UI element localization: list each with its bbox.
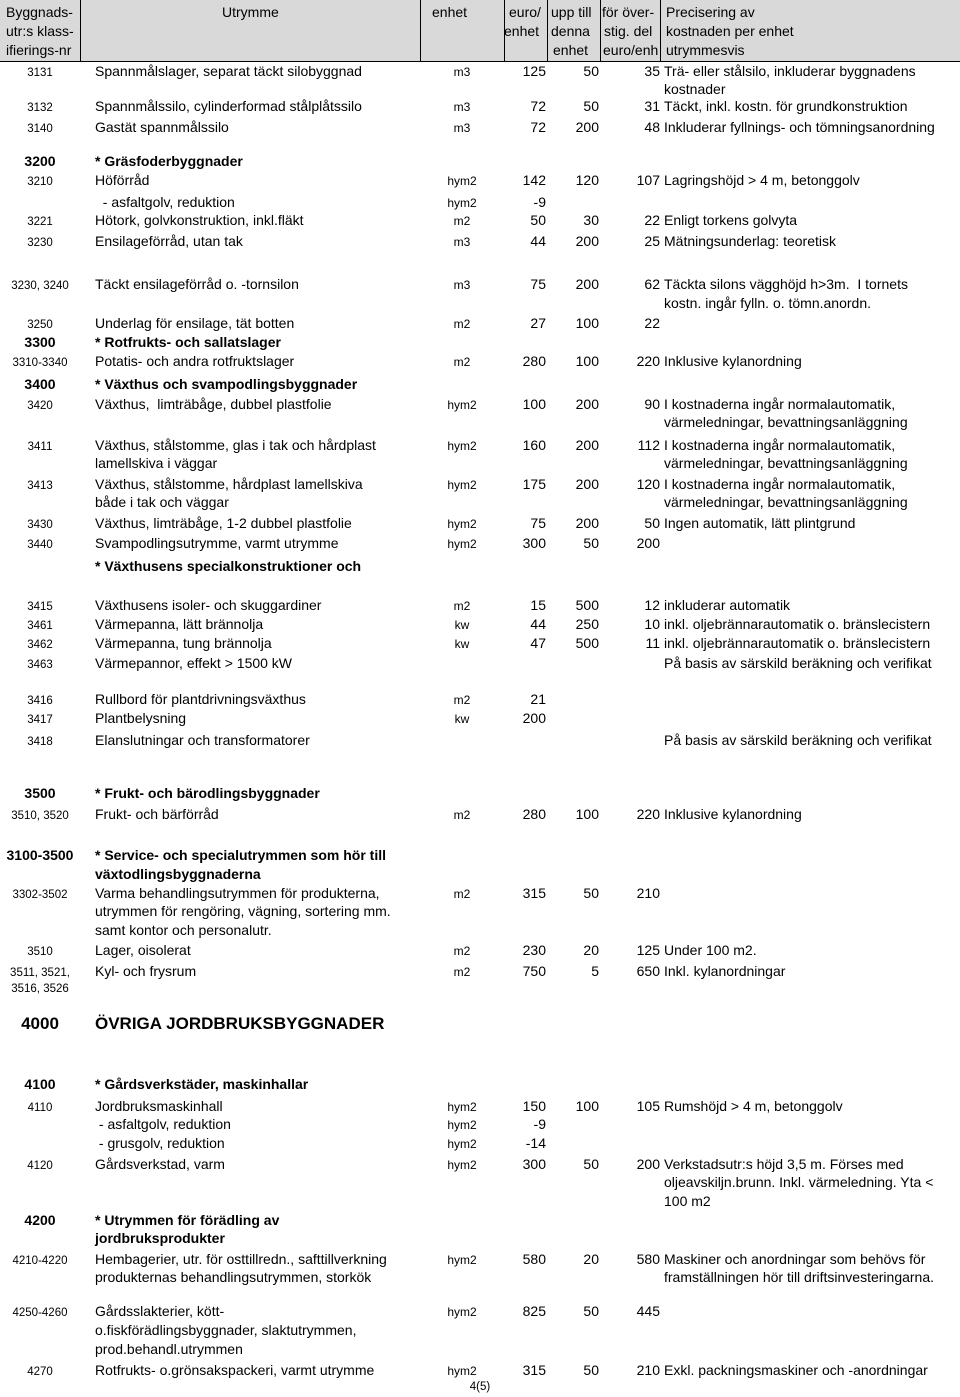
- row-space: Gastät spannmålssilo: [95, 119, 229, 135]
- row-space: samt kontor och personalutr.: [95, 922, 272, 938]
- row-space: - asfaltgolv, reduktion: [95, 1116, 231, 1132]
- row-space: Gårdsverkstad, varm: [95, 1156, 225, 1172]
- row-space: * Gårdsverkstäder, maskinhallar: [95, 1076, 309, 1092]
- row-space: * Växthusens specialkonstruktioner och: [95, 558, 362, 574]
- row-space: - grusgolv, reduktion: [95, 1135, 225, 1151]
- row-space: Frukt- och bärförråd: [95, 806, 219, 822]
- row-space: Värmepanna, tung brännolja: [95, 635, 272, 651]
- row-space: * Utrymmen för förädling av: [95, 1212, 280, 1228]
- row-upper-price: 580: [636, 1251, 660, 1267]
- row-upper-price: 220: [636, 353, 660, 369]
- row-upto: 50: [583, 1362, 599, 1378]
- row-space: växtodlingsbyggnaderna: [95, 866, 261, 882]
- row-upto: 200: [575, 233, 599, 249]
- row-note: Exkl. packningsmaskiner och -anordningar: [664, 1362, 928, 1378]
- row-price: 72: [530, 98, 546, 114]
- row-space: Lager, oisolerat: [95, 942, 191, 958]
- row-upper-price: 445: [636, 1303, 660, 1319]
- row-space: * Frukt- och bärodlingsbyggnader: [95, 785, 320, 801]
- row-unit: kw: [454, 712, 470, 726]
- row-space: både i tak och väggar: [95, 494, 229, 510]
- row-code: 4000: [21, 1014, 59, 1033]
- row-space: jordbruksprodukter: [95, 1230, 225, 1246]
- row-code: 3250: [27, 319, 53, 331]
- row-upper-price: 650: [636, 963, 660, 979]
- row-price: 50: [530, 212, 546, 228]
- row-unit: hym2: [447, 537, 477, 551]
- row-unit: hym2: [447, 174, 477, 188]
- row-upper-price: 12: [644, 597, 660, 613]
- header-upto-2: denna: [551, 23, 590, 39]
- row-upto: 500: [575, 635, 599, 651]
- row-code: 3417: [27, 714, 53, 726]
- row-space: Höförråd: [95, 172, 150, 188]
- row-unit: m2: [453, 599, 471, 613]
- row-code: 3418: [27, 736, 53, 748]
- row-upper-price: 50: [644, 515, 660, 531]
- row-price: -14: [525, 1135, 546, 1151]
- row-note: På basis av särskild beräkning och verifikat: [664, 655, 932, 671]
- row-price: 280: [522, 806, 546, 822]
- row-unit: m3: [453, 278, 471, 292]
- row-space: * Rotfrukts- och sallatslager: [95, 334, 281, 350]
- row-upto: 200: [575, 515, 599, 531]
- row-code: 3430: [27, 519, 53, 531]
- row-code: 4200: [24, 1212, 56, 1228]
- row-code: 3462: [27, 639, 53, 651]
- row-unit: m2: [453, 808, 471, 822]
- header-code-2: utr:s klass-: [6, 23, 74, 39]
- row-upto: 100: [575, 315, 599, 331]
- row-space: Plantbelysning: [95, 710, 187, 726]
- row-upper-price: 200: [636, 1156, 660, 1172]
- row-price: 315: [522, 885, 546, 901]
- row-space: produkternas behandlingsutrymmen, storkök: [95, 1269, 372, 1285]
- row-note: Maskiner och anordningar som behövs för: [664, 1251, 926, 1267]
- row-upto: 200: [575, 437, 599, 453]
- row-code: 3416: [27, 695, 53, 707]
- row-note: Enligt torkens golvyta: [664, 212, 798, 228]
- row-upper-price: 105: [636, 1098, 660, 1114]
- row-code: 3140: [27, 123, 53, 135]
- header-space: Utrymme: [222, 4, 279, 20]
- row-price: 75: [530, 276, 546, 292]
- row-code: 3461: [27, 620, 53, 632]
- row-unit: kw: [454, 637, 470, 651]
- row-unit: hym2: [447, 478, 477, 492]
- row-price: 27: [530, 315, 546, 331]
- row-upto: 100: [575, 806, 599, 822]
- row-note: Täckt, inkl. kostn. för grundkonstruktion: [664, 98, 908, 114]
- row-code: 3516, 3526: [11, 983, 69, 995]
- row-code: 3230, 3240: [11, 280, 69, 292]
- row-unit: hym2: [447, 1253, 477, 1267]
- header-code-1: Byggnads-: [6, 4, 73, 20]
- row-upper-price: 200: [636, 535, 660, 551]
- row-upper-price: 48: [644, 119, 660, 135]
- row-code: 3100-3500: [6, 847, 74, 863]
- row-upper-price: 90: [644, 396, 660, 412]
- row-note: Under 100 m2.: [664, 942, 757, 958]
- row-price: 175: [522, 476, 546, 492]
- row-price: 150: [522, 1098, 546, 1114]
- row-price: 44: [530, 233, 546, 249]
- row-code: 3230: [27, 237, 53, 249]
- row-space: Varma behandlingsutrymmen för produkterna,: [95, 885, 380, 901]
- row-unit: m2: [453, 355, 471, 369]
- row-price: 15: [530, 597, 546, 613]
- header-code-3: ifierings-nr: [6, 42, 72, 58]
- row-upto: 100: [575, 353, 599, 369]
- row-unit: hym2: [447, 1100, 477, 1114]
- row-price: 125: [522, 63, 546, 79]
- row-upto: 200: [575, 396, 599, 412]
- row-note: I kostnaderna ingår normalautomatik,: [664, 396, 896, 412]
- row-code: 3221: [27, 216, 53, 228]
- row-code: 3210: [27, 176, 53, 188]
- row-code: 3131: [27, 67, 53, 79]
- row-space: Växthus, limträbåge, 1-2 dubbel plastfolie: [95, 515, 352, 531]
- row-price: 47: [530, 635, 546, 651]
- row-space: - asfaltgolv, reduktion: [95, 194, 235, 210]
- row-upto: 500: [575, 597, 599, 613]
- row-code: 4110: [27, 1102, 53, 1114]
- row-code: 3415: [27, 601, 53, 613]
- row-upto: 50: [583, 1156, 599, 1172]
- row-upper-price: 35: [644, 63, 660, 79]
- row-unit: hym2: [447, 1118, 477, 1132]
- row-space: prod.behandl.utrymmen: [95, 1341, 243, 1357]
- row-price: 72: [530, 119, 546, 135]
- row-upto: 50: [583, 535, 599, 551]
- row-note: Verkstadsutr:s höjd 3,5 m. Förses med: [664, 1156, 904, 1172]
- row-upto: 20: [583, 942, 599, 958]
- row-upper-price: 107: [636, 172, 660, 188]
- row-note: inkl. oljebrännarautomatik o. bränslecistern: [664, 616, 931, 632]
- row-space: Svampodlingsutrymme, varmt utrymme: [95, 535, 339, 551]
- row-note: 100 m2: [664, 1193, 711, 1209]
- row-price: 75: [530, 515, 546, 531]
- row-note: Rumshöjd > 4 m, betonggolv: [664, 1098, 843, 1114]
- row-space: Gårdsslakterier, kött-: [95, 1303, 225, 1319]
- row-space: * Service- och specialutrymmen som hör till: [95, 847, 386, 863]
- row-space: Potatis- och andra rotfruktslager: [95, 353, 295, 369]
- row-space: Underlag för ensilage, tät botten: [95, 315, 295, 331]
- row-code: 3300: [24, 334, 56, 350]
- row-space: * Gräsfoderbyggnader: [95, 153, 243, 169]
- row-upper-price: 210: [636, 1362, 660, 1378]
- row-space: Växthus, limträbåge, dubbel plastfolie: [95, 396, 332, 412]
- row-space: Kyl- och frysrum: [95, 963, 197, 979]
- row-price: 825: [522, 1303, 546, 1319]
- row-note: Lagringshöjd > 4 m, betonggolv: [664, 172, 860, 188]
- row-unit: m3: [453, 121, 471, 135]
- row-upto: 250: [575, 616, 599, 632]
- row-note: I kostnaderna ingår normalautomatik,: [664, 437, 896, 453]
- row-space: Ensilageförråd, utan tak: [95, 233, 243, 249]
- row-unit: hym2: [447, 439, 477, 453]
- row-price: 21: [530, 691, 546, 707]
- row-price: 580: [522, 1251, 546, 1267]
- row-code: 4120: [27, 1160, 53, 1172]
- row-unit: m2: [453, 944, 471, 958]
- row-note: Täckta silons vägghöjd h>3m. I tornets: [664, 276, 908, 292]
- header-spec-2: kostnaden per enhet: [666, 23, 794, 39]
- header-unit: enhet: [432, 4, 468, 20]
- row-space: Hembagerier, utr. för osttillredn., safttillverkning: [95, 1251, 387, 1267]
- row-upper-price: 31: [644, 98, 660, 114]
- row-space: lamellskiva i väggar: [95, 455, 218, 471]
- row-code: 3310-3340: [12, 357, 68, 369]
- row-space: Spannmålssilo, cylinderformad stålplåtssilo: [95, 98, 362, 114]
- row-code: 3463: [27, 659, 53, 671]
- row-upper-price: 25: [644, 233, 660, 249]
- row-price: 300: [522, 535, 546, 551]
- row-upto: 50: [583, 1303, 599, 1319]
- row-space: Rotfrukts- o.grönsakspackeri, varmt utrymme: [95, 1362, 375, 1378]
- row-note: kostn. ingår fylln. o. tömn.anordn.: [664, 295, 871, 311]
- row-space: * Växthus och svampodlingsbyggnader: [95, 376, 358, 392]
- row-space: o.fiskförädlingsbyggnader, slaktutrymmen,: [95, 1322, 357, 1338]
- row-note: Ingen automatik, lätt plintgrund: [664, 515, 856, 531]
- row-code: 4100: [24, 1076, 56, 1092]
- row-note: Inkluderar fyllnings- och tömningsanordning: [664, 119, 935, 135]
- row-note: Inklusive kylanordning: [664, 806, 802, 822]
- row-unit: hym2: [447, 1158, 477, 1172]
- row-price: 100: [522, 396, 546, 412]
- header-spec-3: utrymmesvis: [666, 42, 745, 58]
- row-note: värmeledningar, bevattningsanläggning: [664, 494, 908, 510]
- row-price: 300: [522, 1156, 546, 1172]
- header-upto-3: enhet: [553, 42, 589, 58]
- row-unit: m2: [453, 965, 471, 979]
- row-upto: 20: [583, 1251, 599, 1267]
- header-upper-3: euro/enh: [603, 42, 659, 58]
- row-price: 315: [522, 1362, 546, 1378]
- row-unit: m3: [453, 235, 471, 249]
- row-space: Växthusens isoler- och skuggardiner: [95, 597, 322, 613]
- row-unit: m2: [453, 317, 471, 331]
- row-price: -9: [533, 1116, 546, 1132]
- header-price-2: enhet: [504, 23, 540, 39]
- row-space: Växthus, stålstomme, hårdplast lamellskiva: [95, 476, 363, 492]
- row-unit: hym2: [447, 1364, 477, 1378]
- row-note: inkl. oljebrännarautomatik o. bränslecistern: [664, 635, 931, 651]
- header-upper-2: stig. del: [604, 23, 653, 39]
- row-unit: m2: [453, 693, 471, 707]
- row-unit: hym2: [447, 517, 477, 531]
- row-note: värmeledningar, bevattningsanläggning: [664, 414, 908, 430]
- row-space: Hötork, golvkonstruktion, inkl.fläkt: [95, 212, 304, 228]
- row-code: 4210-4220: [12, 1255, 68, 1267]
- row-space: Elanslutningar och transformatorer: [95, 732, 310, 748]
- row-upper-price: 10: [644, 616, 660, 632]
- row-code: 3420: [27, 400, 53, 412]
- row-upper-price: 22: [644, 315, 660, 331]
- row-code: 3500: [24, 785, 56, 801]
- header-price-1: euro/: [509, 4, 541, 20]
- row-code: 3400: [24, 376, 56, 392]
- row-space: Rullbord för plantdrivningsväxthus: [95, 691, 306, 707]
- row-upto: 200: [575, 476, 599, 492]
- row-space: ÖVRIGA JORDBRUKSBYGGNADER: [95, 1014, 385, 1033]
- row-code: 3302-3502: [12, 889, 68, 901]
- row-note: Inklusive kylanordning: [664, 353, 802, 369]
- row-price: 750: [522, 963, 546, 979]
- row-upto: 50: [583, 98, 599, 114]
- row-unit: m2: [453, 887, 471, 901]
- row-space: Värmepannor, effekt > 1500 kW: [95, 655, 293, 671]
- row-price: -9: [533, 194, 546, 210]
- row-upper-price: 210: [636, 885, 660, 901]
- row-price: 44: [530, 616, 546, 632]
- row-price: 200: [522, 710, 546, 726]
- row-note: oljeavskiljn.brunn. Inkl. värmeledning. Yta <: [664, 1174, 934, 1190]
- row-space: Täckt ensilageförråd o. -tornsilon: [95, 276, 299, 292]
- header-spec-1: Precisering av: [666, 4, 755, 20]
- row-upper-price: 112: [637, 437, 660, 453]
- row-upto: 50: [583, 63, 599, 79]
- row-code: 3440: [27, 539, 53, 551]
- row-code: 3411: [27, 441, 53, 453]
- row-code: 3510: [27, 946, 53, 958]
- row-upto: 200: [575, 119, 599, 135]
- row-note: Mätningsunderlag: teoretisk: [664, 233, 836, 249]
- row-price: 230: [522, 942, 546, 958]
- row-upper-price: 120: [636, 476, 660, 492]
- header-upto-1: upp till: [551, 4, 592, 20]
- row-unit: hym2: [447, 1137, 477, 1151]
- row-space: Jordbruksmaskinhall: [95, 1098, 223, 1114]
- row-space: utrymmen för rengöring, vägning, sortering mm.: [95, 903, 391, 919]
- row-unit: m2: [453, 214, 471, 228]
- row-note: kostnader: [664, 81, 726, 97]
- row-upto: 30: [583, 212, 599, 228]
- row-code: 3413: [27, 480, 53, 492]
- row-unit: m3: [453, 65, 471, 79]
- row-note: inkluderar automatik: [664, 597, 791, 613]
- row-note: På basis av särskild beräkning och verifikat: [664, 732, 932, 748]
- row-price: 142: [522, 172, 546, 188]
- row-note: värmeledningar, bevattningsanläggning: [664, 455, 908, 471]
- row-unit: kw: [454, 618, 470, 632]
- row-code: 3200: [24, 153, 56, 169]
- row-code: 3510, 3520: [11, 810, 69, 822]
- row-unit: m3: [453, 100, 471, 114]
- row-note: I kostnaderna ingår normalautomatik,: [664, 476, 896, 492]
- row-space: Växthus, stålstomme, glas i tak och hårdplast: [95, 437, 376, 453]
- row-code: 3132: [27, 102, 53, 114]
- row-code: 3511, 3521,: [10, 967, 70, 979]
- row-upto: 50: [583, 885, 599, 901]
- row-space: Värmepanna, lätt brännolja: [95, 616, 264, 632]
- row-upper-price: 125: [636, 942, 660, 958]
- row-upper-price: 62: [644, 276, 660, 292]
- row-price: 160: [522, 437, 546, 453]
- row-code: 4250-4260: [12, 1307, 68, 1319]
- row-unit: hym2: [447, 398, 477, 412]
- row-upto: 120: [575, 172, 599, 188]
- row-unit: hym2: [447, 1305, 477, 1319]
- row-price: 280: [522, 353, 546, 369]
- row-note: framställningen hör till driftsinvesteringarna.: [664, 1269, 935, 1285]
- row-unit: hym2: [447, 196, 477, 210]
- page-number: 4(5): [469, 1381, 491, 1393]
- row-upper-price: 11: [645, 635, 660, 651]
- row-code: 4270: [27, 1366, 53, 1378]
- row-space: Spannmålslager, separat täckt silobyggnad: [95, 63, 362, 79]
- row-upto: 5: [591, 963, 599, 979]
- row-upper-price: 22: [644, 212, 660, 228]
- row-upper-price: 220: [636, 806, 660, 822]
- row-upto: 200: [575, 276, 599, 292]
- row-note: Inkl. kylanordningar: [664, 963, 786, 979]
- header-upper-1: för över-: [602, 4, 655, 20]
- row-upto: 100: [575, 1098, 599, 1114]
- row-note: Trä- eller stålsilo, inkluderar byggnadens: [664, 63, 916, 79]
